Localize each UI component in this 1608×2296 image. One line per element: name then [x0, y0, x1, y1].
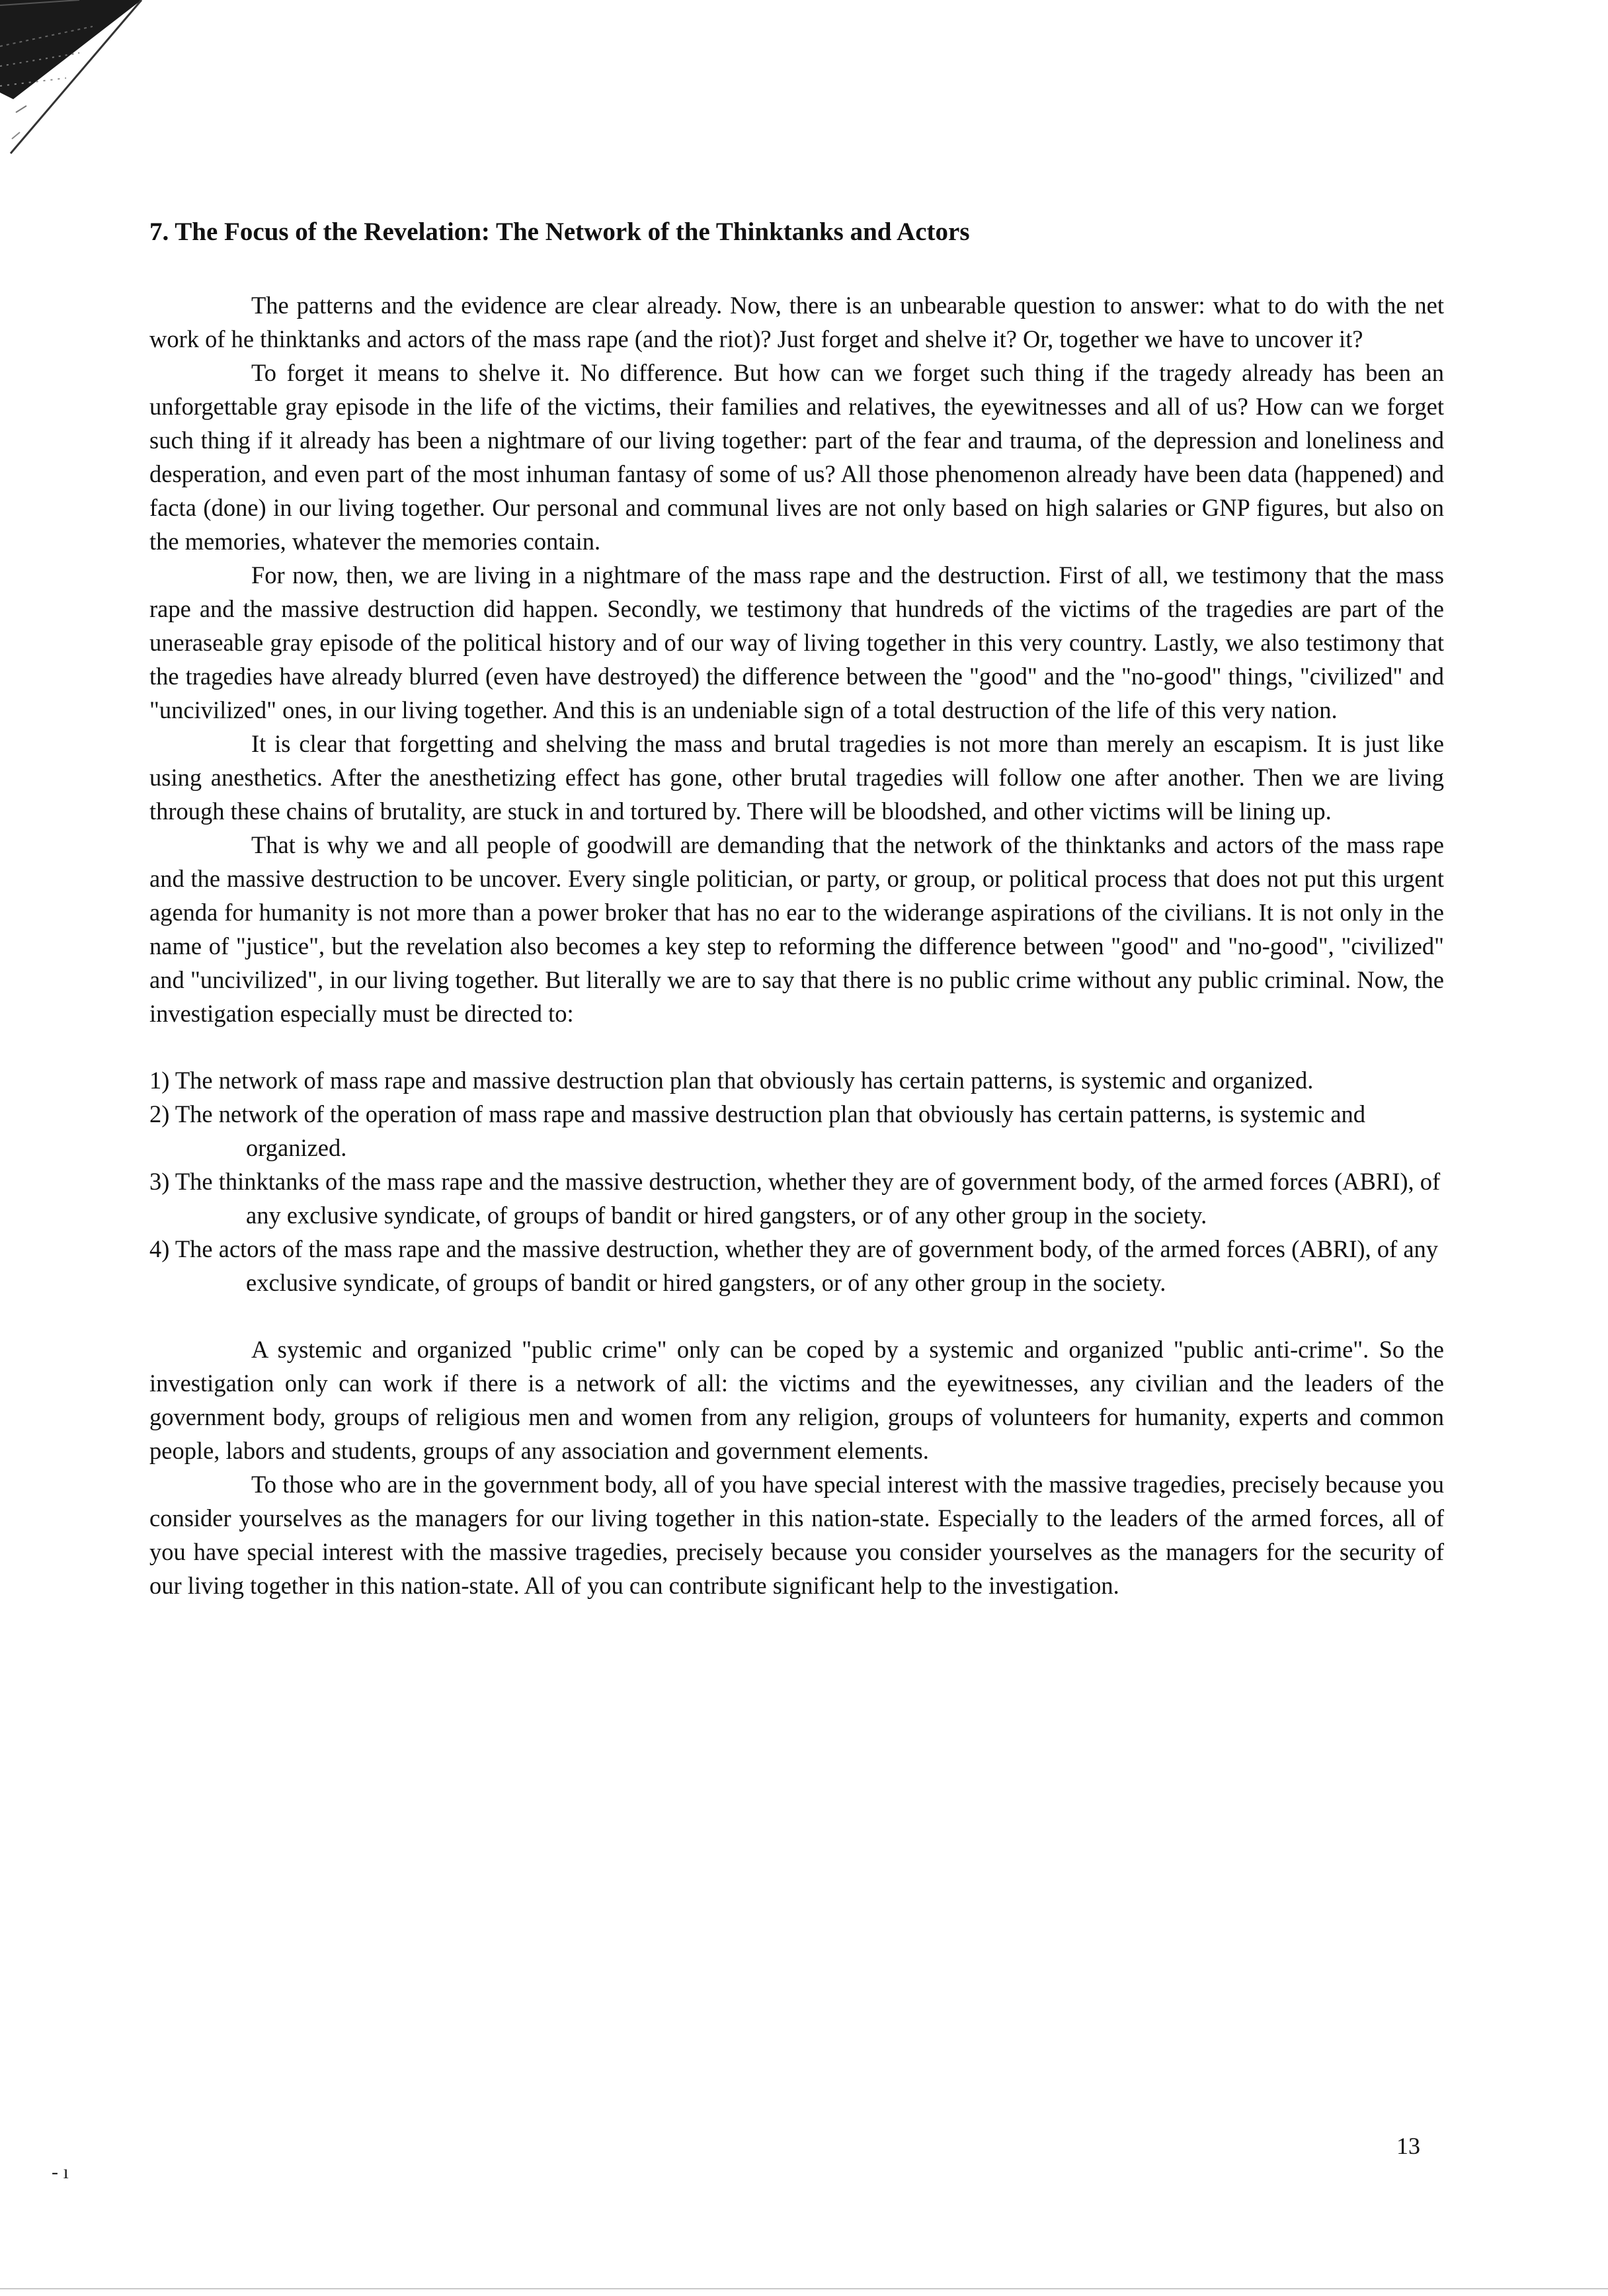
scan-margin-mark: - ı — [52, 2161, 69, 2183]
scan-corner-fold-mark — [0, 0, 172, 185]
paragraph: That is why we and all people of goodwill are demanding that the network of the thinktanks and actors of the mass rape and the massive destruction to be uncover. Every single politician, or party, or group, or political process that does not put this urgent agenda for humanity is not more than a power broker that has no ear to the widerange aspirations of the civilians. It is not only in the name of "justice", but the revelation also becomes a key step to reforming the difference between "good" and "no-good", "civilized" and "uncivilized", in our living together. But literally we are to say that there is no public crime without any public criminal. Now, the investigation especially must be directed to: — [149, 831, 1444, 1027]
list-item: 2) The network of the operation of mass rape and massive destruction plan that obviously has certain patterns, is systemic and organized. — [149, 1100, 1366, 1161]
body-text — [149, 288, 1444, 1602]
section-heading: 7. The Focus of the Revelation: The Network of the Thinktanks and Actors — [149, 218, 970, 246]
list-item: 4) The actors of the mass rape and the massive destruction, whether they are of government body, of the armed forces (ABRI), of any exclusive syndicate, of groups of bandit or hired gangsters, or of any other group in the society. — [149, 1235, 1439, 1296]
paragraph: The patterns and the evidence are clear already. Now, there is an unbearable question to answer: what to do with the net work of he thinktanks and actors of the mass rape (and the riot)? Just forget and shelve it? Or, together we have to uncover it? — [149, 292, 1444, 352]
paragraph: To those who are in the government body, all of you have special interest with the massive tragedies, precisely because you consider yourselves as the managers for our living together in this nation-state. Especially to the leaders of the armed forces, all of you have special interest with the massive tragedies, precisely because you consider yourselves as the managers for the security of our living together in this nation-state. All of you can contribute significant help to the investigation. — [149, 1471, 1444, 1599]
scan-edge-line — [0, 2288, 1608, 2289]
paragraph: It is clear that forgetting and shelving the mass and brutal tragedies is not more than merely an escapism. It is just like using anesthetics. After the anesthetizing effect has gone, other brutal tragedies will follow one after another. Then we are living through these chains of brutality, are stuck in and tortured by. There will be bloodshed, and other victims will be lining up. — [149, 730, 1444, 825]
list-item: 1) The network of mass rape and massive destruction plan that obviously has certain patterns, is systemic and organized. — [149, 1067, 1314, 1094]
paragraph: To forget it means to shelve it. No difference. But how can we forget such thing if the tragedy already has been an unforgettable gray episode in the life of the victims, their families and relatives, the eyewitnesses and all of us? How can we forget such thing if it already has been a nightmare of our living together: part of the fear and trauma, of the depression and loneliness and desperation, and even part of the most inhuman fantasy of some of us? All those phenomenon already have been data (happened) and facta (done) in our living together. Our personal and communal lives are not only based on high salaries or GNP figures, but also on the memories, whatever the memories contain. — [149, 359, 1444, 555]
paragraph: A systemic and organized "public crime" only can be coped by a systemic and organized "public anti-crime". So the investigation only can work if there is a network of all: the victims and the eyewitnesses, any civilian and the leaders of the government body, groups of religious men and women from any religion, groups of volunteers for humanity, experts and common people, labors and students, groups of any association and government elements. — [149, 1336, 1444, 1464]
page-number: 13 — [1396, 2133, 1420, 2159]
investigation-list — [149, 1063, 1444, 1299]
paragraph: For now, then, we are living in a nightmare of the mass rape and the destruction. First of all, we testimony that the mass rape and the massive destruction did happen. Secondly, we testimony that hundreds of the victims of the tragedies are part of the uneraseable gray episode of the political history and of our way of living together in this very country. Lastly, we also testimony that the tragedies have already blurred (even have destroyed) the difference between the "good" and the "no-good" things, "civilized" and "uncivilized" ones, in our living together. And this is an undeniable sign of a total destruction of the life of this very nation. — [149, 561, 1444, 723]
list-item: 3) The thinktanks of the mass rape and the massive destruction, whether they are of government body, of the armed forces (ABRI), of any exclusive syndicate, of groups of bandit or hired gangsters, or of any other group in the society. — [149, 1168, 1441, 1229]
